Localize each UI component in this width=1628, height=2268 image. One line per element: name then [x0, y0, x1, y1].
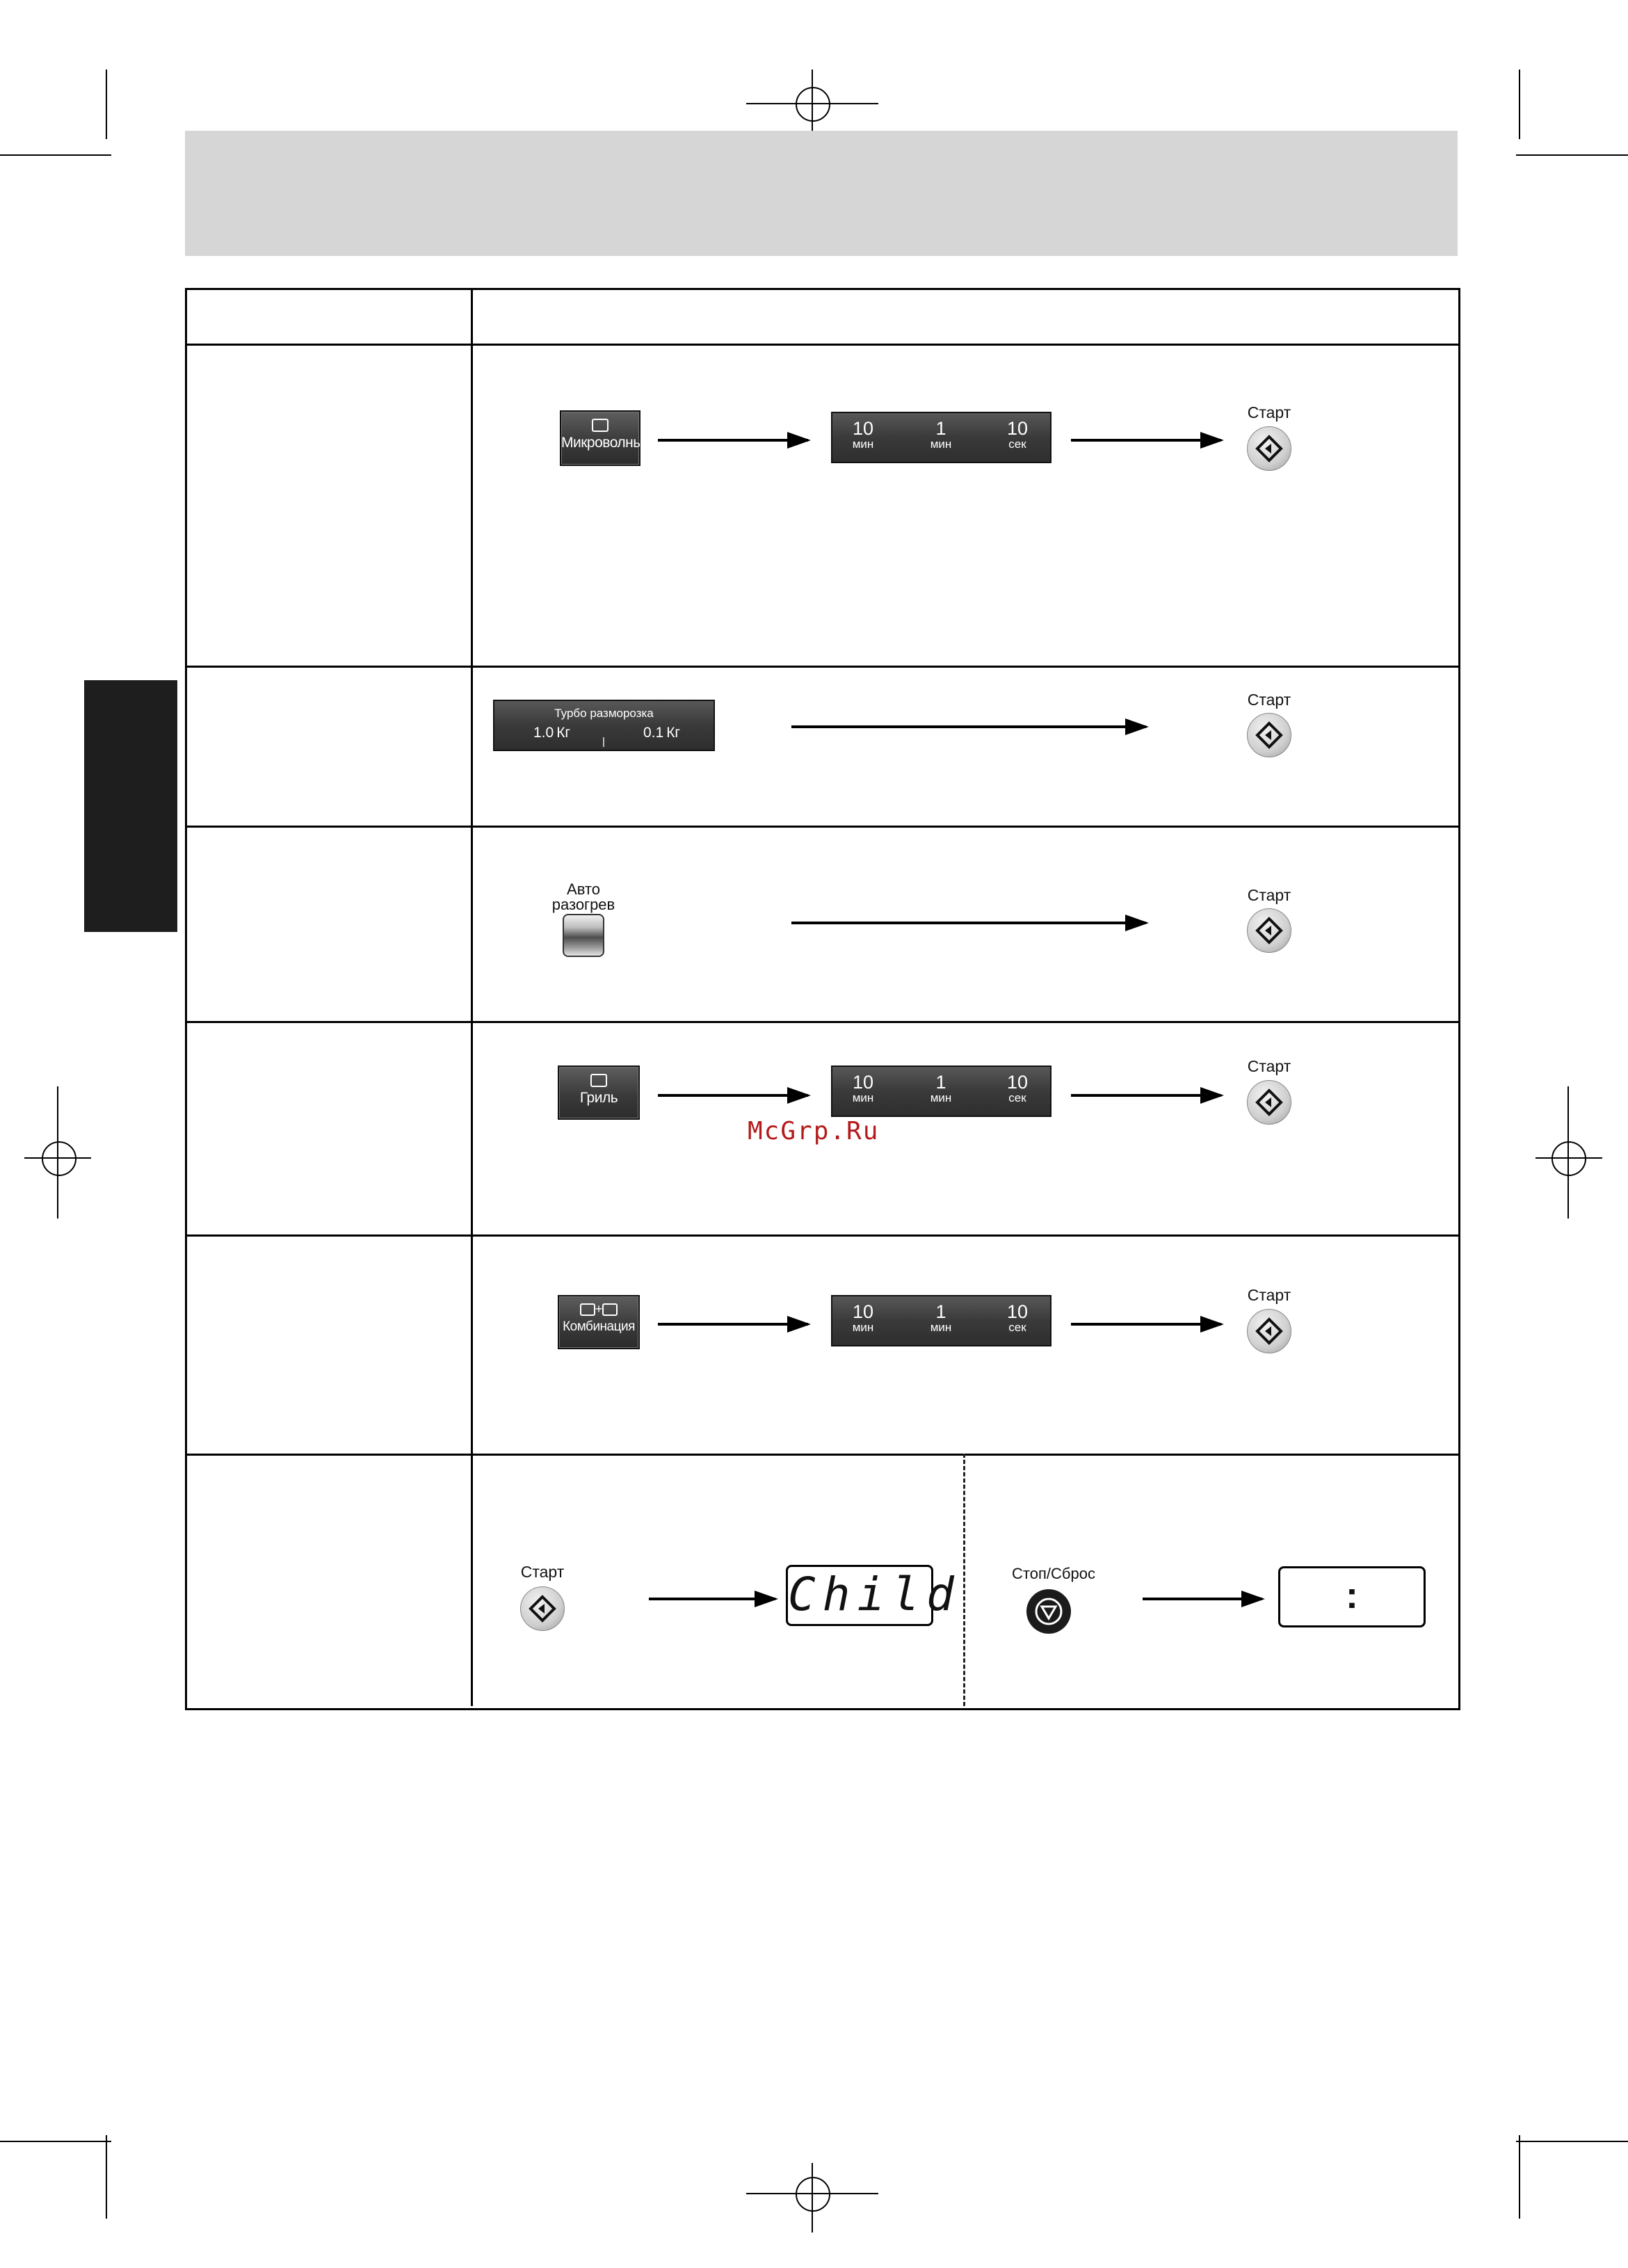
arrow-right — [658, 439, 808, 442]
turbo-right-value — [643, 725, 680, 741]
display-number: 10 — [1006, 1072, 1029, 1093]
table-row-divider — [185, 1454, 1460, 1456]
display-unit: мин — [930, 1091, 952, 1104]
table-row-divider — [185, 666, 1460, 668]
combination-button-label: Комбинация — [563, 1319, 635, 1334]
turbo-divider-tick — [603, 737, 604, 747]
arrow-right — [1071, 1094, 1221, 1097]
display-cell — [835, 1302, 891, 1333]
watermark: McGrp.Ru — [748, 1117, 880, 1145]
display-number: 10 — [1006, 1301, 1029, 1322]
registration-circle — [42, 1141, 76, 1176]
display-cell — [913, 1302, 969, 1333]
plus-icon: + — [595, 1302, 603, 1316]
start-button[interactable] — [520, 1586, 565, 1631]
display-number: 10 — [1006, 418, 1029, 439]
registration-circle — [1552, 1141, 1586, 1176]
auto-reheat-label — [542, 882, 625, 912]
start-diamond-icon — [529, 1595, 556, 1623]
stop-triangle-icon — [1034, 1597, 1063, 1626]
display-number: 10 — [852, 1072, 874, 1093]
display-number: 10 — [852, 1301, 874, 1322]
display-unit: мин — [852, 437, 874, 451]
microwave-button[interactable] — [560, 410, 643, 466]
start-diamond-icon — [1255, 1088, 1283, 1116]
display-cell — [835, 419, 891, 450]
display-cell — [913, 419, 969, 450]
table-row-divider — [185, 344, 1460, 346]
combination-icon-group — [559, 1302, 638, 1317]
start-diamond-icon — [1255, 917, 1283, 944]
start-label: Старт — [1247, 1057, 1291, 1075]
arrow-right — [658, 1323, 808, 1326]
display-unit: мин — [852, 1321, 874, 1334]
lcd-clock-colon: : — [1346, 1575, 1358, 1616]
table-column-divider — [471, 288, 473, 1706]
display-number: 1 — [935, 1301, 946, 1322]
display-cell — [990, 1302, 1045, 1333]
start-button[interactable] — [1247, 1080, 1291, 1125]
stop-reset-button[interactable] — [1026, 1589, 1071, 1634]
display-number: 1 — [935, 1072, 946, 1093]
start-button[interactable] — [1247, 426, 1291, 471]
turbo-left-value — [533, 725, 570, 741]
start-label: Старт — [1247, 691, 1291, 709]
start-diamond-icon — [1255, 435, 1283, 463]
arrow-right — [1071, 439, 1221, 442]
auto-reheat-label-line2: разогрев — [551, 896, 615, 913]
grill-icon — [602, 1303, 618, 1316]
microwave-icon — [580, 1303, 595, 1316]
start-label: Старт — [1247, 886, 1291, 904]
cell-dashed-divider — [963, 1454, 965, 1706]
table-row-divider — [185, 1234, 1460, 1237]
arrow-right — [649, 1598, 775, 1600]
time-display — [831, 412, 1051, 463]
auto-reheat-label-line1: Авто — [567, 880, 600, 898]
display-cell — [835, 1072, 891, 1104]
microwave-icon — [592, 419, 609, 432]
grill-button-label: Гриль — [579, 1090, 618, 1106]
lcd-child-text: Child — [788, 1568, 961, 1621]
arrow-right — [658, 1094, 808, 1097]
arrow-right — [1071, 1323, 1221, 1326]
turbo-left-number: 1.0 — [533, 725, 554, 741]
crop-mark — [1516, 154, 1628, 156]
registration-circle — [796, 2177, 830, 2212]
crop-mark — [1516, 2141, 1628, 2142]
stop-reset-label: Стоп/Сброс — [1012, 1565, 1095, 1582]
crop-mark — [0, 2141, 111, 2142]
crop-mark — [0, 154, 111, 156]
display-cell — [990, 419, 1045, 450]
turbo-left-unit: Кг — [556, 725, 571, 741]
instruction-table — [185, 288, 1460, 1710]
auto-reheat-button[interactable] — [563, 914, 604, 957]
time-display — [831, 1295, 1051, 1346]
display-number: 1 — [935, 418, 946, 439]
table-row-divider — [185, 1021, 1460, 1023]
turbo-defrost-panel[interactable] — [493, 700, 715, 751]
arrow-right — [1143, 1598, 1262, 1600]
turbo-right-unit: Кг — [666, 725, 681, 741]
display-number: 10 — [852, 418, 874, 439]
crop-mark — [106, 2135, 107, 2219]
start-button[interactable] — [1247, 1309, 1291, 1353]
table-row-divider — [185, 826, 1460, 828]
grill-icon — [590, 1074, 607, 1087]
lcd-clock-display — [1278, 1566, 1426, 1627]
crop-mark — [1519, 2135, 1520, 2219]
registration-circle — [796, 87, 830, 122]
start-label: Старт — [1247, 403, 1291, 421]
time-display — [831, 1065, 1051, 1117]
turbo-right-number: 0.1 — [643, 725, 664, 741]
microwave-button-label: Микроволны — [561, 435, 643, 451]
display-unit: сек — [1008, 1091, 1026, 1104]
turbo-defrost-title: Турбо разморозка — [554, 707, 654, 720]
start-diamond-icon — [1255, 721, 1283, 749]
grill-button[interactable] — [558, 1065, 640, 1120]
display-unit: мин — [852, 1091, 874, 1104]
arrow-right — [791, 922, 1146, 924]
lcd-child-display — [786, 1565, 961, 1626]
start-button[interactable] — [1247, 908, 1291, 953]
start-button[interactable] — [1247, 713, 1291, 757]
start-label: Старт — [1247, 1286, 1291, 1304]
combination-button[interactable] — [558, 1295, 640, 1349]
display-cell — [913, 1072, 969, 1104]
display-unit: мин — [930, 437, 952, 451]
display-cell — [990, 1072, 1045, 1104]
crop-mark — [1519, 70, 1520, 139]
start-label: Старт — [520, 1563, 565, 1581]
crop-mark — [106, 70, 107, 139]
display-unit: сек — [1008, 1321, 1026, 1334]
start-diamond-icon — [1255, 1317, 1283, 1345]
header-band — [185, 131, 1458, 256]
section-side-tab — [84, 680, 177, 932]
display-unit: сек — [1008, 437, 1026, 451]
display-unit: мин — [930, 1321, 952, 1334]
arrow-right — [791, 725, 1146, 728]
